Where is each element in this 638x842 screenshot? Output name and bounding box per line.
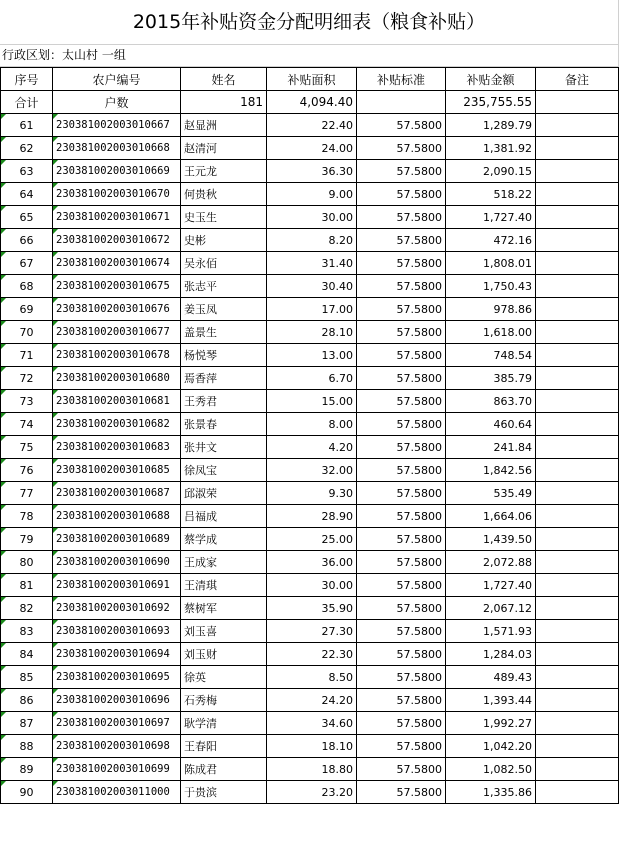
rate-cell[interactable]: 57.5800 — [357, 758, 446, 781]
total-rate-cell[interactable] — [357, 91, 446, 114]
row-number-cell[interactable]: 86 — [1, 689, 53, 712]
rate-cell[interactable]: 57.5800 — [357, 528, 446, 551]
name-cell[interactable]: 刘玉财 — [181, 643, 267, 666]
amount-cell[interactable]: 1,284.03 — [446, 643, 536, 666]
note-cell[interactable] — [536, 620, 619, 643]
note-cell[interactable] — [536, 275, 619, 298]
households-count-cell[interactable]: 181 — [181, 91, 267, 114]
row-number-cell[interactable]: 61 — [1, 114, 53, 137]
name-cell[interactable]: 姜玉凤 — [181, 298, 267, 321]
sheet-title: 2015年补贴资金分配明细表（粮食补贴） — [0, 0, 618, 45]
table-row — [1, 390, 619, 413]
amount-cell[interactable]: 978.86 — [446, 298, 536, 321]
table-row — [1, 758, 619, 781]
rate-cell[interactable]: 57.5800 — [357, 206, 446, 229]
row-number-cell[interactable]: 69 — [1, 298, 53, 321]
table-row — [1, 574, 619, 597]
row-number-cell[interactable]: 87 — [1, 712, 53, 735]
header-cell[interactable]: 补贴金额 — [446, 68, 536, 91]
area-cell[interactable]: 8.20 — [267, 229, 357, 252]
name-cell[interactable]: 赵显洲 — [181, 114, 267, 137]
area-cell[interactable]: 8.00 — [267, 413, 357, 436]
amount-cell[interactable]: 1,618.00 — [446, 321, 536, 344]
row-number-cell[interactable]: 81 — [1, 574, 53, 597]
row-number-cell[interactable]: 75 — [1, 436, 53, 459]
table-row — [1, 551, 619, 574]
household-id-cell[interactable]: 230381002003010682 — [53, 413, 181, 436]
table-row — [1, 321, 619, 344]
household-id-cell[interactable]: 230381002003010685 — [53, 459, 181, 482]
note-cell[interactable] — [536, 735, 619, 758]
name-cell[interactable]: 何贵秋 — [181, 183, 267, 206]
rate-cell[interactable]: 57.5800 — [357, 459, 446, 482]
area-cell[interactable]: 28.10 — [267, 321, 357, 344]
row-number-cell[interactable]: 64 — [1, 183, 53, 206]
name-cell[interactable]: 史玉生 — [181, 206, 267, 229]
header-cell[interactable]: 补贴标准 — [357, 68, 446, 91]
area-cell[interactable]: 18.10 — [267, 735, 357, 758]
name-cell[interactable]: 王元龙 — [181, 160, 267, 183]
row-number-cell[interactable]: 70 — [1, 321, 53, 344]
note-cell[interactable] — [536, 505, 619, 528]
household-id-cell[interactable]: 230381002003011000 — [53, 781, 181, 804]
area-cell[interactable]: 36.00 — [267, 551, 357, 574]
note-cell[interactable] — [536, 574, 619, 597]
household-id-cell[interactable]: 230381002003010670 — [53, 183, 181, 206]
amount-cell[interactable]: 535.49 — [446, 482, 536, 505]
total-note-cell[interactable] — [536, 91, 619, 114]
rate-cell[interactable]: 57.5800 — [357, 666, 446, 689]
table-row — [1, 344, 619, 367]
area-cell[interactable]: 24.20 — [267, 689, 357, 712]
name-cell[interactable]: 吴永佰 — [181, 252, 267, 275]
table-row — [1, 459, 619, 482]
rate-cell[interactable]: 57.5800 — [357, 620, 446, 643]
rate-cell[interactable]: 57.5800 — [357, 574, 446, 597]
amount-cell[interactable]: 2,090.15 — [446, 160, 536, 183]
row-number-cell[interactable]: 84 — [1, 643, 53, 666]
row-number-cell[interactable]: 78 — [1, 505, 53, 528]
rate-cell[interactable]: 57.5800 — [357, 597, 446, 620]
rate-cell[interactable]: 57.5800 — [357, 505, 446, 528]
rate-cell[interactable]: 57.5800 — [357, 781, 446, 804]
amount-cell[interactable]: 1,042.20 — [446, 735, 536, 758]
household-id-cell[interactable]: 230381002003010681 — [53, 390, 181, 413]
name-cell[interactable]: 盖景生 — [181, 321, 267, 344]
name-cell[interactable]: 张志平 — [181, 275, 267, 298]
rate-cell[interactable]: 57.5800 — [357, 643, 446, 666]
row-number-cell[interactable]: 85 — [1, 666, 53, 689]
amount-cell[interactable]: 472.16 — [446, 229, 536, 252]
table-row — [1, 735, 619, 758]
note-cell[interactable] — [536, 160, 619, 183]
household-id-cell[interactable]: 230381002003010696 — [53, 689, 181, 712]
row-number-cell[interactable]: 67 — [1, 252, 53, 275]
note-cell[interactable] — [536, 712, 619, 735]
name-cell[interactable]: 史彬 — [181, 229, 267, 252]
area-cell[interactable]: 17.00 — [267, 298, 357, 321]
household-id-cell[interactable]: 230381002003010697 — [53, 712, 181, 735]
area-cell[interactable]: 24.00 — [267, 137, 357, 160]
amount-cell[interactable]: 1,335.86 — [446, 781, 536, 804]
note-cell[interactable] — [536, 689, 619, 712]
name-cell[interactable]: 赵清河 — [181, 137, 267, 160]
area-cell[interactable]: 22.40 — [267, 114, 357, 137]
row-number-cell[interactable]: 77 — [1, 482, 53, 505]
amount-cell[interactable]: 241.84 — [446, 436, 536, 459]
row-number-cell[interactable]: 80 — [1, 551, 53, 574]
rate-cell[interactable]: 57.5800 — [357, 413, 446, 436]
amount-cell[interactable]: 1,750.43 — [446, 275, 536, 298]
household-id-cell[interactable]: 230381002003010694 — [53, 643, 181, 666]
name-cell[interactable]: 王秀君 — [181, 390, 267, 413]
area-cell[interactable]: 30.00 — [267, 574, 357, 597]
header-cell[interactable]: 补贴面积 — [267, 68, 357, 91]
note-cell[interactable] — [536, 643, 619, 666]
note-cell[interactable] — [536, 344, 619, 367]
household-id-cell[interactable]: 230381002003010677 — [53, 321, 181, 344]
note-cell[interactable] — [536, 482, 619, 505]
rate-cell[interactable]: 57.5800 — [357, 735, 446, 758]
household-id-cell[interactable]: 230381002003010678 — [53, 344, 181, 367]
note-cell[interactable] — [536, 781, 619, 804]
name-cell[interactable]: 邱淑荣 — [181, 482, 267, 505]
amount-cell[interactable]: 1,842.56 — [446, 459, 536, 482]
household-id-cell[interactable]: 230381002003010672 — [53, 229, 181, 252]
row-number-cell[interactable]: 79 — [1, 528, 53, 551]
note-cell[interactable] — [536, 597, 619, 620]
note-cell[interactable] — [536, 758, 619, 781]
header-cell[interactable]: 备注 — [536, 68, 619, 91]
household-id-cell[interactable]: 230381002003010667 — [53, 114, 181, 137]
note-cell[interactable] — [536, 436, 619, 459]
name-cell[interactable]: 徐凤宝 — [181, 459, 267, 482]
table-row — [1, 620, 619, 643]
rate-cell[interactable]: 57.5800 — [357, 183, 446, 206]
amount-cell[interactable]: 1,664.06 — [446, 505, 536, 528]
row-number-cell[interactable]: 90 — [1, 781, 53, 804]
name-cell[interactable]: 于贵滨 — [181, 781, 267, 804]
name-cell[interactable]: 石秀梅 — [181, 689, 267, 712]
household-id-cell[interactable]: 230381002003010695 — [53, 666, 181, 689]
row-number-cell[interactable]: 89 — [1, 758, 53, 781]
amount-cell[interactable]: 1,727.40 — [446, 574, 536, 597]
name-cell[interactable]: 王成家 — [181, 551, 267, 574]
table-row — [1, 643, 619, 666]
area-cell[interactable]: 34.60 — [267, 712, 357, 735]
note-cell[interactable] — [536, 551, 619, 574]
amount-cell[interactable]: 385.79 — [446, 367, 536, 390]
row-number-cell[interactable]: 74 — [1, 413, 53, 436]
row-number-cell[interactable]: 72 — [1, 367, 53, 390]
note-cell[interactable] — [536, 252, 619, 275]
note-cell[interactable] — [536, 459, 619, 482]
household-id-cell[interactable]: 230381002003010699 — [53, 758, 181, 781]
grid-line — [618, 0, 619, 67]
area-cell[interactable]: 30.00 — [267, 206, 357, 229]
area-cell[interactable]: 4.20 — [267, 436, 357, 459]
table-row — [1, 712, 619, 735]
note-cell[interactable] — [536, 390, 619, 413]
household-id-cell[interactable]: 230381002003010676 — [53, 298, 181, 321]
table-row — [1, 781, 619, 804]
household-id-cell[interactable]: 230381002003010671 — [53, 206, 181, 229]
row-number-cell[interactable]: 73 — [1, 390, 53, 413]
row-number-cell[interactable]: 82 — [1, 597, 53, 620]
household-id-cell[interactable]: 230381002003010692 — [53, 597, 181, 620]
amount-cell[interactable]: 1,381.92 — [446, 137, 536, 160]
name-cell[interactable]: 杨悦琴 — [181, 344, 267, 367]
note-cell[interactable] — [536, 114, 619, 137]
area-cell[interactable]: 25.00 — [267, 528, 357, 551]
row-number-cell[interactable]: 68 — [1, 275, 53, 298]
rate-cell[interactable]: 57.5800 — [357, 252, 446, 275]
note-cell[interactable] — [536, 528, 619, 551]
household-id-cell[interactable]: 230381002003010689 — [53, 528, 181, 551]
household-id-cell[interactable]: 230381002003010687 — [53, 482, 181, 505]
row-number-cell[interactable]: 63 — [1, 160, 53, 183]
header-cell[interactable]: 姓名 — [181, 68, 267, 91]
name-cell[interactable]: 蔡学成 — [181, 528, 267, 551]
amount-cell[interactable]: 1,727.40 — [446, 206, 536, 229]
amount-cell[interactable]: 1,439.50 — [446, 528, 536, 551]
amount-cell[interactable]: 1,992.27 — [446, 712, 536, 735]
table-row — [1, 298, 619, 321]
amount-cell[interactable]: 1,808.01 — [446, 252, 536, 275]
subsidy-table — [0, 67, 619, 804]
name-cell[interactable]: 张景春 — [181, 413, 267, 436]
table-row — [1, 666, 619, 689]
amount-cell[interactable]: 1,571.93 — [446, 620, 536, 643]
area-cell[interactable]: 36.30 — [267, 160, 357, 183]
household-id-cell[interactable]: 230381002003010690 — [53, 551, 181, 574]
rate-cell[interactable]: 57.5800 — [357, 160, 446, 183]
table-row — [1, 436, 619, 459]
rate-cell[interactable]: 57.5800 — [357, 344, 446, 367]
note-cell[interactable] — [536, 229, 619, 252]
total-row — [1, 91, 619, 114]
table-row — [1, 160, 619, 183]
amount-cell[interactable]: 863.70 — [446, 390, 536, 413]
table-row — [1, 183, 619, 206]
rate-cell[interactable]: 57.5800 — [357, 482, 446, 505]
area-cell[interactable]: 28.90 — [267, 505, 357, 528]
area-cell[interactable]: 22.30 — [267, 643, 357, 666]
note-cell[interactable] — [536, 666, 619, 689]
area-cell[interactable]: 32.00 — [267, 459, 357, 482]
household-id-cell[interactable]: 230381002003010698 — [53, 735, 181, 758]
amount-cell[interactable]: 518.22 — [446, 183, 536, 206]
name-cell[interactable]: 刘玉喜 — [181, 620, 267, 643]
total-label-cell[interactable]: 合计 — [1, 91, 53, 114]
name-cell[interactable]: 王清琪 — [181, 574, 267, 597]
rate-cell[interactable]: 57.5800 — [357, 367, 446, 390]
table-row — [1, 206, 619, 229]
table-row — [1, 229, 619, 252]
household-id-cell[interactable]: 230381002003010675 — [53, 275, 181, 298]
row-number-cell[interactable]: 88 — [1, 735, 53, 758]
amount-cell[interactable]: 460.64 — [446, 413, 536, 436]
note-cell[interactable] — [536, 183, 619, 206]
area-cell[interactable]: 9.00 — [267, 183, 357, 206]
amount-cell[interactable]: 2,072.88 — [446, 551, 536, 574]
rate-cell[interactable]: 57.5800 — [357, 275, 446, 298]
row-number-cell[interactable]: 76 — [1, 459, 53, 482]
amount-cell[interactable]: 1,082.50 — [446, 758, 536, 781]
rate-cell[interactable]: 57.5800 — [357, 137, 446, 160]
note-cell[interactable] — [536, 298, 619, 321]
rate-cell[interactable]: 57.5800 — [357, 551, 446, 574]
region-label: 行政区划：太山村 一组 — [0, 44, 618, 67]
area-cell[interactable]: 8.50 — [267, 666, 357, 689]
name-cell[interactable]: 王春阳 — [181, 735, 267, 758]
name-cell[interactable]: 耿学清 — [181, 712, 267, 735]
area-cell[interactable]: 13.00 — [267, 344, 357, 367]
household-id-cell[interactable]: 230381002003010680 — [53, 367, 181, 390]
area-cell[interactable]: 27.30 — [267, 620, 357, 643]
amount-cell[interactable]: 489.43 — [446, 666, 536, 689]
header-row — [1, 68, 619, 91]
household-id-cell[interactable]: 230381002003010674 — [53, 252, 181, 275]
household-id-cell[interactable]: 230381002003010669 — [53, 160, 181, 183]
area-cell[interactable]: 30.40 — [267, 275, 357, 298]
note-cell[interactable] — [536, 206, 619, 229]
name-cell[interactable]: 吕福成 — [181, 505, 267, 528]
note-cell[interactable] — [536, 367, 619, 390]
area-cell[interactable]: 15.00 — [267, 390, 357, 413]
rate-cell[interactable]: 57.5800 — [357, 321, 446, 344]
header-cell[interactable]: 农户编号 — [53, 68, 181, 91]
amount-cell[interactable]: 748.54 — [446, 344, 536, 367]
table-row — [1, 689, 619, 712]
area-cell[interactable]: 23.20 — [267, 781, 357, 804]
name-cell[interactable]: 徐英 — [181, 666, 267, 689]
header-cell[interactable]: 序号 — [1, 68, 53, 91]
table-row — [1, 528, 619, 551]
table-row — [1, 275, 619, 298]
household-id-cell[interactable]: 230381002003010683 — [53, 436, 181, 459]
row-number-cell[interactable]: 65 — [1, 206, 53, 229]
row-number-cell[interactable]: 66 — [1, 229, 53, 252]
total-area-cell[interactable]: 4,094.40 — [267, 91, 357, 114]
row-number-cell[interactable]: 62 — [1, 137, 53, 160]
amount-cell[interactable]: 2,067.12 — [446, 597, 536, 620]
total-amount-cell[interactable]: 235,755.55 — [446, 91, 536, 114]
table-row — [1, 413, 619, 436]
area-cell[interactable]: 18.80 — [267, 758, 357, 781]
name-cell[interactable]: 蔡树军 — [181, 597, 267, 620]
note-cell[interactable] — [536, 321, 619, 344]
rate-cell[interactable]: 57.5800 — [357, 390, 446, 413]
households-label-cell[interactable]: 户数 — [53, 91, 181, 114]
note-cell[interactable] — [536, 137, 619, 160]
amount-cell[interactable]: 1,289.79 — [446, 114, 536, 137]
amount-cell[interactable]: 1,393.44 — [446, 689, 536, 712]
note-cell[interactable] — [536, 413, 619, 436]
household-id-cell[interactable]: 230381002003010693 — [53, 620, 181, 643]
row-number-cell[interactable]: 71 — [1, 344, 53, 367]
table-row — [1, 252, 619, 275]
table-row — [1, 597, 619, 620]
table-row — [1, 482, 619, 505]
household-id-cell[interactable]: 230381002003010691 — [53, 574, 181, 597]
table-row — [1, 367, 619, 390]
area-cell[interactable]: 35.90 — [267, 597, 357, 620]
name-cell[interactable]: 陈成君 — [181, 758, 267, 781]
rate-cell[interactable]: 57.5800 — [357, 689, 446, 712]
household-id-cell[interactable]: 230381002003010688 — [53, 505, 181, 528]
name-cell[interactable]: 焉香萍 — [181, 367, 267, 390]
table-row — [1, 114, 619, 137]
area-cell[interactable]: 6.70 — [267, 367, 357, 390]
table-row — [1, 137, 619, 160]
rate-cell[interactable]: 57.5800 — [357, 436, 446, 459]
row-number-cell[interactable]: 83 — [1, 620, 53, 643]
name-cell[interactable]: 张井文 — [181, 436, 267, 459]
rate-cell[interactable]: 57.5800 — [357, 298, 446, 321]
rate-cell[interactable]: 57.5800 — [357, 114, 446, 137]
table-row — [1, 505, 619, 528]
area-cell[interactable]: 31.40 — [267, 252, 357, 275]
rate-cell[interactable]: 57.5800 — [357, 229, 446, 252]
household-id-cell[interactable]: 230381002003010668 — [53, 137, 181, 160]
area-cell[interactable]: 9.30 — [267, 482, 357, 505]
rate-cell[interactable]: 57.5800 — [357, 712, 446, 735]
